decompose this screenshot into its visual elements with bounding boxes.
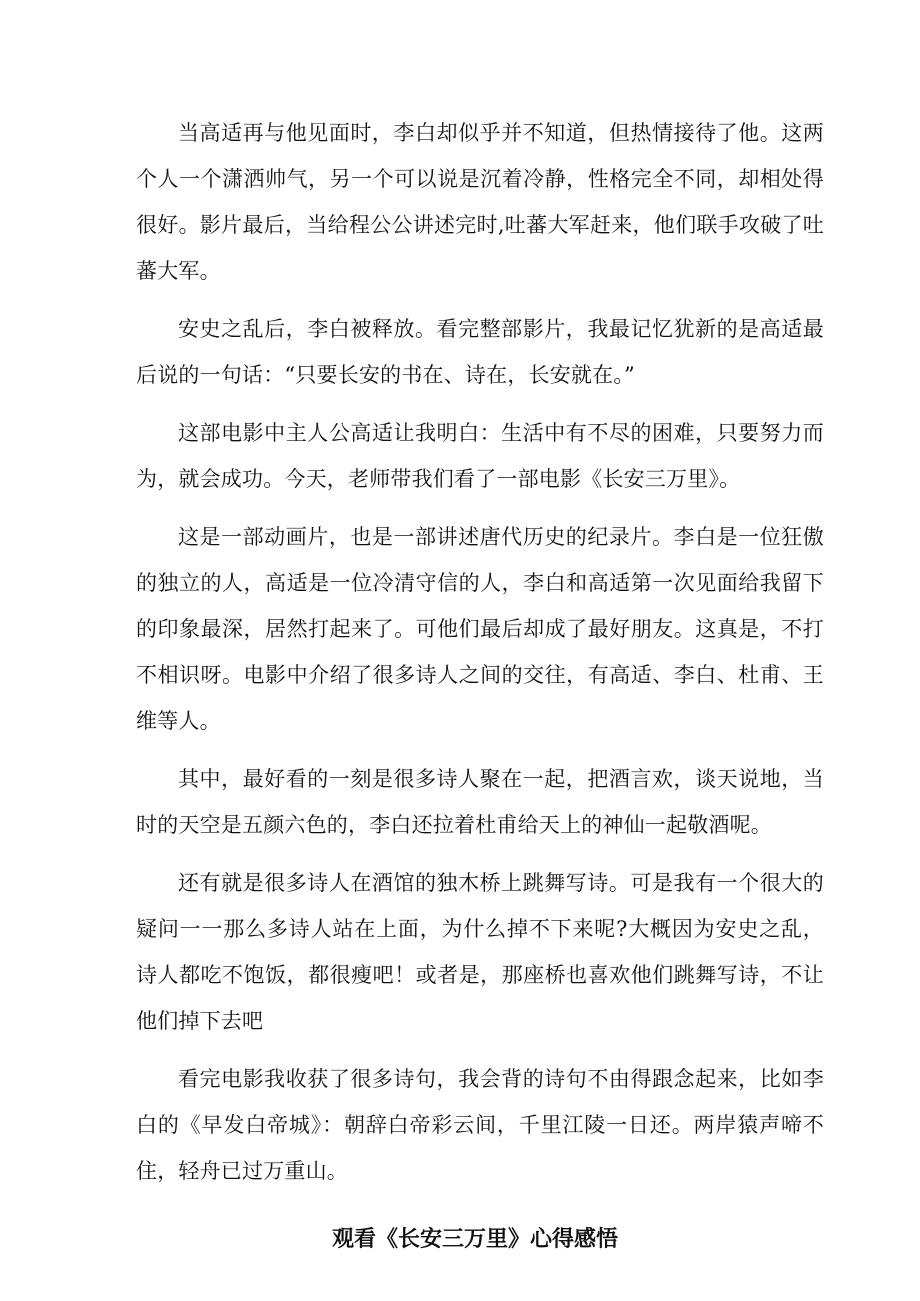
paragraph-5: 其中，最好看的一刻是很多诗人聚在一起，把酒言欢，谈天说地，当时的天空是五颜六色的，李白还拉着杜甫给天上的神仙一起敬酒呢。: [136, 767, 824, 837]
paragraph-2: 安史之乱后，李白被释放。看完整部影片，我最记忆犹新的是高适最后说的一句话：“只要长安的书在、诗在，长安就在。”: [136, 317, 824, 387]
section-heading: 观看《长安三万里》心得感悟: [331, 1227, 618, 1252]
paragraph-6: 还有就是很多诗人在酒馆的独木桥上跳舞写诗。可是我有一个很大的疑问一一那么多诗人站在上面，为什么掉不下来呢?大概因为安史之乱，诗人都吃不饱饭，都很瘦吧！或者是，那座桥也喜欢他们跳舞写诗，不让他们掉下去吧: [136, 871, 824, 1033]
paragraph-3: 这部电影中主人公高适让我明白：生活中有不尽的困难，只要努力而为，就会成功。今天，老师带我们看了一部电影《长安三万里》。: [136, 421, 824, 491]
paragraph-7: 看完电影我收获了很多诗句，我会背的诗句不由得跟念起来，比如李白的《早发白帝城》：朝辞白帝彩云间，千里江陵一日还。两岸猿声啼不住，轻舟已过万重山。: [136, 1067, 824, 1183]
paragraph-1: 当高适再与他见面时，李白却似乎并不知道，但热情接待了他。这两个人一个潇洒帅气，另一个可以说是沉着冷静，性格完全不同，却相处得很好。影片最后，当给程公公讲述完时,吐蕃大军赶来，他们联手攻破了吐蕃大军。: [136, 121, 824, 283]
paragraph-4: 这是一部动画片，也是一部讲述唐代历史的纪录片。李白是一位狂傲的独立的人，高适是一位冷清守信的人，李白和高适第一次见面给我留下的印象最深，居然打起来了。可他们最后却成了最好朋友。这真是，不打不相识呀。电影中介绍了很多诗人之间的交往，有高适、李白、杜甫、王维等人。: [136, 525, 824, 733]
